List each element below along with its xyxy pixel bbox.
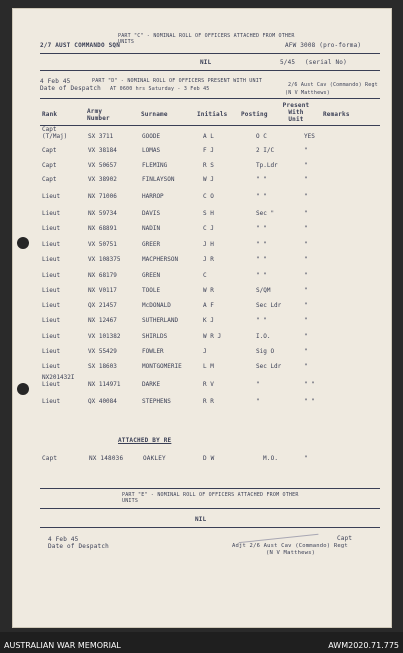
cell-rank: Lieut: [42, 333, 61, 340]
attached-posting: M.O.: [263, 455, 279, 462]
footer-source: AUSTRALIAN WAR MEMORIAL: [4, 641, 121, 650]
footer-accession: AWM2020.71.775: [328, 641, 399, 650]
cell-initials: C J: [203, 225, 214, 232]
attached-number: NX 148036: [89, 455, 124, 462]
cell-rank: Capt (T/Maj): [42, 126, 68, 140]
attached-rank: Capt: [42, 455, 58, 462]
cell-posting: Sig O: [256, 348, 275, 355]
cell-army-number: SX 18603: [88, 363, 117, 370]
cell-rank: Lieut: [42, 225, 61, 232]
cell-present: ": [304, 363, 308, 370]
cell-present: " ": [304, 398, 315, 405]
cell-initials: R V: [203, 381, 214, 388]
cell-army-number: QX 40084: [88, 398, 117, 405]
cell-posting: " ": [256, 317, 267, 324]
cell-surname: GREER: [142, 241, 161, 248]
cell-surname: NADIN: [142, 225, 161, 232]
cell-posting: 2 I/C: [256, 147, 275, 154]
cell-surname: SUTHERLAND: [142, 317, 179, 324]
cell-posting: " ": [256, 272, 267, 279]
serial-number: 5/45: [280, 59, 296, 66]
cell-army-number: SX 3711: [88, 133, 114, 140]
cell-army-number: NX 68179: [88, 272, 117, 279]
regiment-officer: (N V Matthews): [285, 90, 330, 96]
cell-initials: K J: [203, 317, 214, 324]
rule: [40, 70, 380, 71]
cell-present: ": [304, 287, 308, 294]
cell-present: ": [304, 348, 308, 355]
cell-posting: Sec Ldr: [256, 363, 282, 370]
cell-army-number: VX 101382: [88, 333, 121, 340]
nil-label: NIL: [200, 59, 212, 66]
cell-surname: DARKE: [142, 381, 161, 388]
cell-surname: HARROP: [142, 193, 164, 200]
despatch-date: 4 Feb 45: [40, 78, 71, 85]
unit-name: 2/7 AUST COMMANDO SQN: [40, 42, 121, 49]
cell-posting: S/QM: [256, 287, 271, 294]
adjutant-title: Adjt 2/6 Aust Cav (Commando) Regt: [232, 543, 348, 549]
cell-surname: MONTGOMERIE: [142, 363, 182, 370]
cell-present: ": [304, 317, 308, 324]
cell-rank: Lieut: [42, 363, 61, 370]
cell-rank: NX201432I Lieut: [42, 374, 75, 388]
cell-surname: MACPHERSON: [142, 256, 179, 263]
attached-title: ATTACHED BY RE: [118, 437, 172, 444]
cell-rank: Lieut: [42, 398, 61, 405]
part-e-nil: NIL: [195, 516, 207, 523]
cell-posting: O C: [256, 133, 267, 140]
col-army-number: Army Number: [87, 108, 110, 122]
adjutant-name: (N V Matthews): [266, 550, 316, 556]
cell-initials: F J: [203, 147, 214, 154]
cell-army-number: NX V0117: [88, 287, 117, 294]
col-remarks: Remarks: [323, 111, 350, 118]
cell-surname: STEPHENS: [142, 398, 171, 405]
col-present-with-unit: Present With Unit: [282, 102, 310, 123]
cell-posting: Tp.Ldr: [256, 162, 278, 169]
part-e-date: 4 Feb 45: [48, 536, 79, 543]
cell-present: ": [304, 256, 308, 263]
cell-initials: A L: [203, 133, 214, 140]
cell-present: ": [304, 225, 308, 232]
cell-surname: SHIRLDS: [142, 333, 168, 340]
regiment-name: 2/6 Aust Cav (Commando) Regt: [288, 82, 378, 88]
col-surname: Surname: [141, 111, 168, 118]
cell-rank: Lieut: [42, 256, 61, 263]
cell-army-number: VX 38902: [88, 176, 117, 183]
punch-hole: [17, 237, 29, 249]
cell-posting: " ": [256, 193, 267, 200]
cell-army-number: VX 50657: [88, 162, 117, 169]
cell-present: " ": [304, 381, 315, 388]
col-rank: Rank: [42, 111, 58, 118]
afw-number: AFW 3008 (pro-forma): [285, 42, 362, 49]
cell-posting: ": [256, 381, 260, 388]
rule: [40, 125, 380, 126]
cell-posting: I.O.: [256, 333, 271, 340]
cell-army-number: NX 59734: [88, 210, 117, 217]
attached-present: ": [304, 455, 308, 462]
cell-rank: Lieut: [42, 272, 61, 279]
cell-surname: LOMAS: [142, 147, 161, 154]
cell-rank: Capt: [42, 176, 57, 183]
cell-surname: DAVIS: [142, 210, 161, 217]
part-e-date-label: Date of Despatch: [48, 543, 109, 550]
cell-army-number: NX 114971: [88, 381, 121, 388]
despatch-date-label: Date of Despatch: [40, 85, 101, 92]
col-posting: Posting: [241, 111, 268, 118]
cell-rank: Lieut: [42, 210, 61, 217]
cell-present: ": [304, 272, 308, 279]
cell-initials: R S: [203, 162, 214, 169]
part-c-title: PART "C" - NOMINAL ROLL OF OFFICERS ATTACHED FROM OTHER UNITS: [118, 33, 295, 45]
cell-posting: " ": [256, 241, 267, 248]
cell-surname: FLEMING: [142, 162, 168, 169]
part-d-title: PART "D" - NOMINAL ROLL OF OFFICERS PRESENT WITH UNIT: [92, 78, 263, 84]
cell-posting: Sec Ldr: [256, 302, 282, 309]
rule: [40, 527, 380, 528]
cell-rank: Lieut: [42, 287, 61, 294]
cell-posting: " ": [256, 225, 267, 232]
cell-initials: W R: [203, 287, 214, 294]
cell-present: ": [304, 162, 308, 169]
cell-present: ": [304, 302, 308, 309]
cell-rank: Lieut: [42, 193, 61, 200]
cell-initials: J H: [203, 241, 214, 248]
rule: [40, 98, 380, 99]
cell-surname: FINLAYSON: [142, 176, 175, 183]
rule: [40, 53, 380, 54]
cell-army-number: VX 38184: [88, 147, 117, 154]
cell-rank: Capt: [42, 162, 57, 169]
cell-surname: FOWLER: [142, 348, 164, 355]
cell-surname: McDONALD: [142, 302, 171, 309]
cell-initials: W J: [203, 176, 214, 183]
cell-posting: " ": [256, 256, 267, 263]
cell-army-number: NX 71006: [88, 193, 117, 200]
cell-surname: GREEN: [142, 272, 161, 279]
serial-label: (serial No): [305, 59, 347, 66]
cell-army-number: NX 12467: [88, 317, 117, 324]
cell-army-number: QX 21457: [88, 302, 117, 309]
cell-initials: J R: [203, 256, 214, 263]
cell-present: YES: [304, 133, 315, 140]
cell-posting: Sec ": [256, 210, 275, 217]
roll-time: AT 0600 hrs Saturday - 3 Feb 45: [110, 86, 210, 92]
cell-initials: R R: [203, 398, 214, 405]
cell-posting: ": [256, 398, 260, 405]
part-e-title: PART "E" - NOMINAL ROLL OF OFFICERS ATTACHED FROM OTHER UNITS: [122, 492, 299, 504]
cell-present: ": [304, 147, 308, 154]
archive-footer: [0, 632, 403, 653]
cell-initials: L M: [203, 363, 214, 370]
cell-present: ": [304, 193, 308, 200]
cell-initials: C O: [203, 193, 214, 200]
cell-rank: Lieut: [42, 241, 61, 248]
cell-present: ": [304, 333, 308, 340]
cell-army-number: NX 68891: [88, 225, 117, 232]
attached-surname: OAKLEY: [143, 455, 166, 462]
signature-rank: Capt: [337, 535, 353, 542]
cell-initials: S H: [203, 210, 214, 217]
rule: [40, 488, 380, 489]
rule: [40, 508, 380, 509]
cell-initials: W R J: [203, 333, 222, 340]
cell-surname: GOODE: [142, 133, 161, 140]
cell-initials: C: [203, 272, 207, 279]
cell-posting: " ": [256, 176, 267, 183]
cell-present: ": [304, 210, 308, 217]
cell-initials: J: [203, 348, 207, 355]
cell-initials: A F: [203, 302, 214, 309]
cell-present: ": [304, 241, 308, 248]
cell-present: ": [304, 176, 308, 183]
cell-rank: Lieut: [42, 302, 61, 309]
cell-army-number: VX 55429: [88, 348, 117, 355]
cell-rank: Capt: [42, 147, 57, 154]
col-initials: Initials: [197, 111, 228, 118]
cell-rank: Lieut: [42, 348, 61, 355]
cell-surname: TOOLE: [142, 287, 161, 294]
cell-army-number: VX 50751: [88, 241, 117, 248]
cell-army-number: VX 108375: [88, 256, 121, 263]
punch-hole: [17, 383, 29, 395]
attached-initials: D W: [203, 455, 215, 462]
document-page: [12, 8, 392, 628]
cell-rank: Lieut: [42, 317, 61, 324]
